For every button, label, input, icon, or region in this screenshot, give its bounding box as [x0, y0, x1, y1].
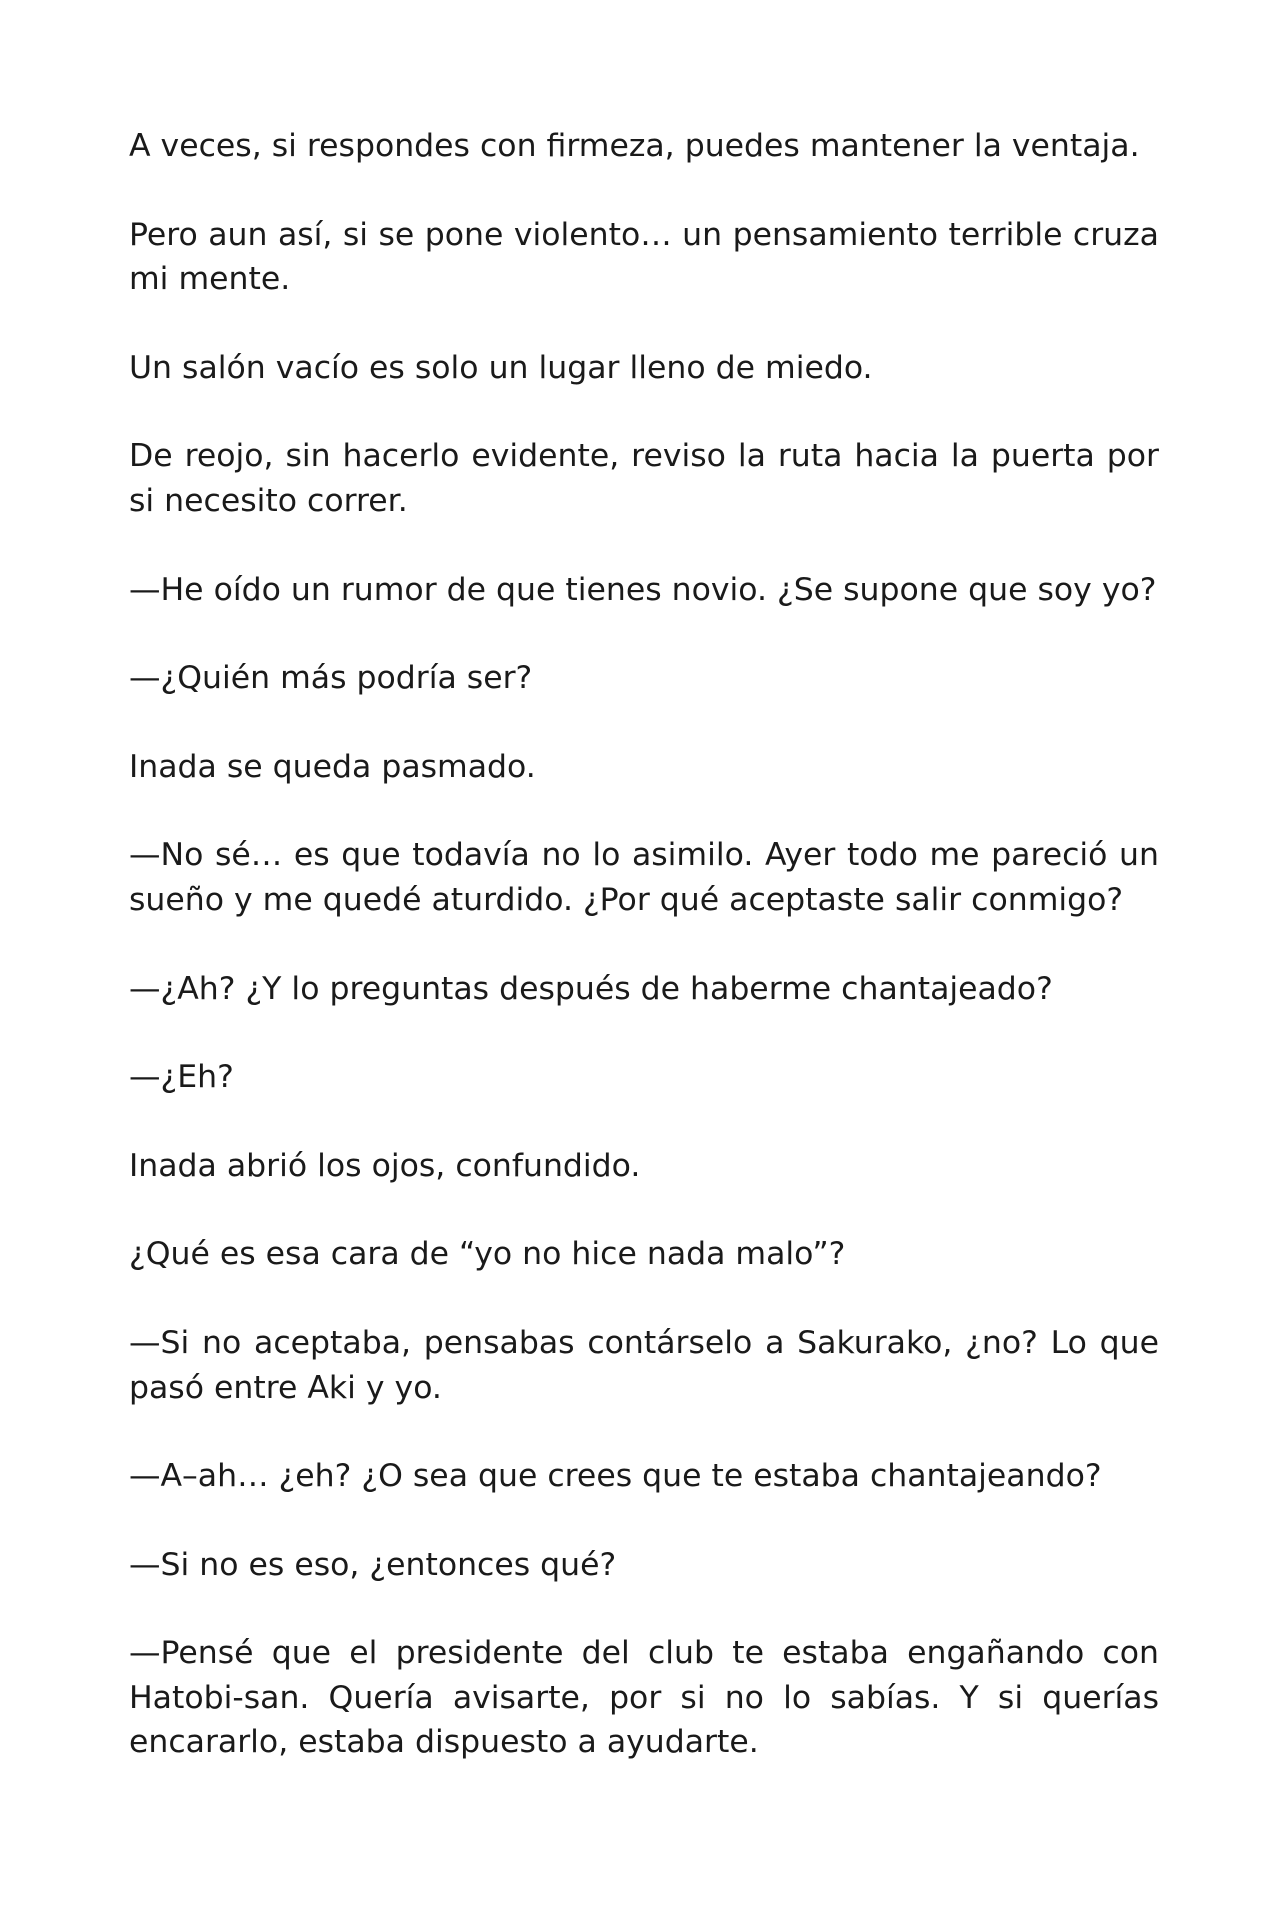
paragraph: —¿Eh?: [129, 1059, 234, 1096]
paragraph: —No sé… es que todavía no lo asimilo. Ayer todo me pareció un sueño y me quedé aturdido. ¿Por qué aceptaste salir conmigo?: [129, 837, 1159, 918]
paragraph: —Si no es eso, ¿entonces qué?: [129, 1546, 617, 1583]
paragraph: ¿Qué es esa cara de “yo no hice nada malo”?: [129, 1236, 846, 1273]
paragraph: Inada abrió los ojos, confundido.: [129, 1147, 641, 1184]
paragraph: —He oído un rumor de que tienes novio. ¿Se supone que soy yo?: [129, 571, 1157, 608]
document-page: [129, 124, 1159, 1809]
paragraph: Inada se queda pasmado.: [129, 748, 536, 785]
paragraph: —¿Ah? ¿Y lo preguntas después de haberme chantajeado?: [129, 970, 1053, 1007]
paragraph: A veces, si respondes con firmeza, puedes mantener la ventaja.: [129, 128, 1140, 164]
paragraph: —Pensé que el presidente del club te estaba engañando con Hatobi-san. Quería avisarte, por si no lo sabías. Y si querías encararlo, estaba dispuesto a ayudarte.: [129, 1635, 1159, 1761]
paragraph: —¿Quién más podría ser?: [129, 660, 533, 697]
paragraph: —Si no aceptaba, pensabas contárselo a Sakurako, ¿no? Lo que pasó entre Aki y yo.: [129, 1324, 1159, 1406]
paragraph: De reojo, sin hacerlo evidente, reviso la ruta hacia la puerta por si necesito correr.: [129, 438, 1159, 519]
paragraph: Pero aun así, si se pone violento… un pensamiento terrible cruza mi mente.: [129, 216, 1159, 298]
paragraph: Un salón vacío es solo un lugar lleno de miedo.: [129, 349, 873, 386]
paragraph: —A–ah… ¿eh? ¿O sea que crees que te estaba chantajeando?: [129, 1458, 1102, 1495]
